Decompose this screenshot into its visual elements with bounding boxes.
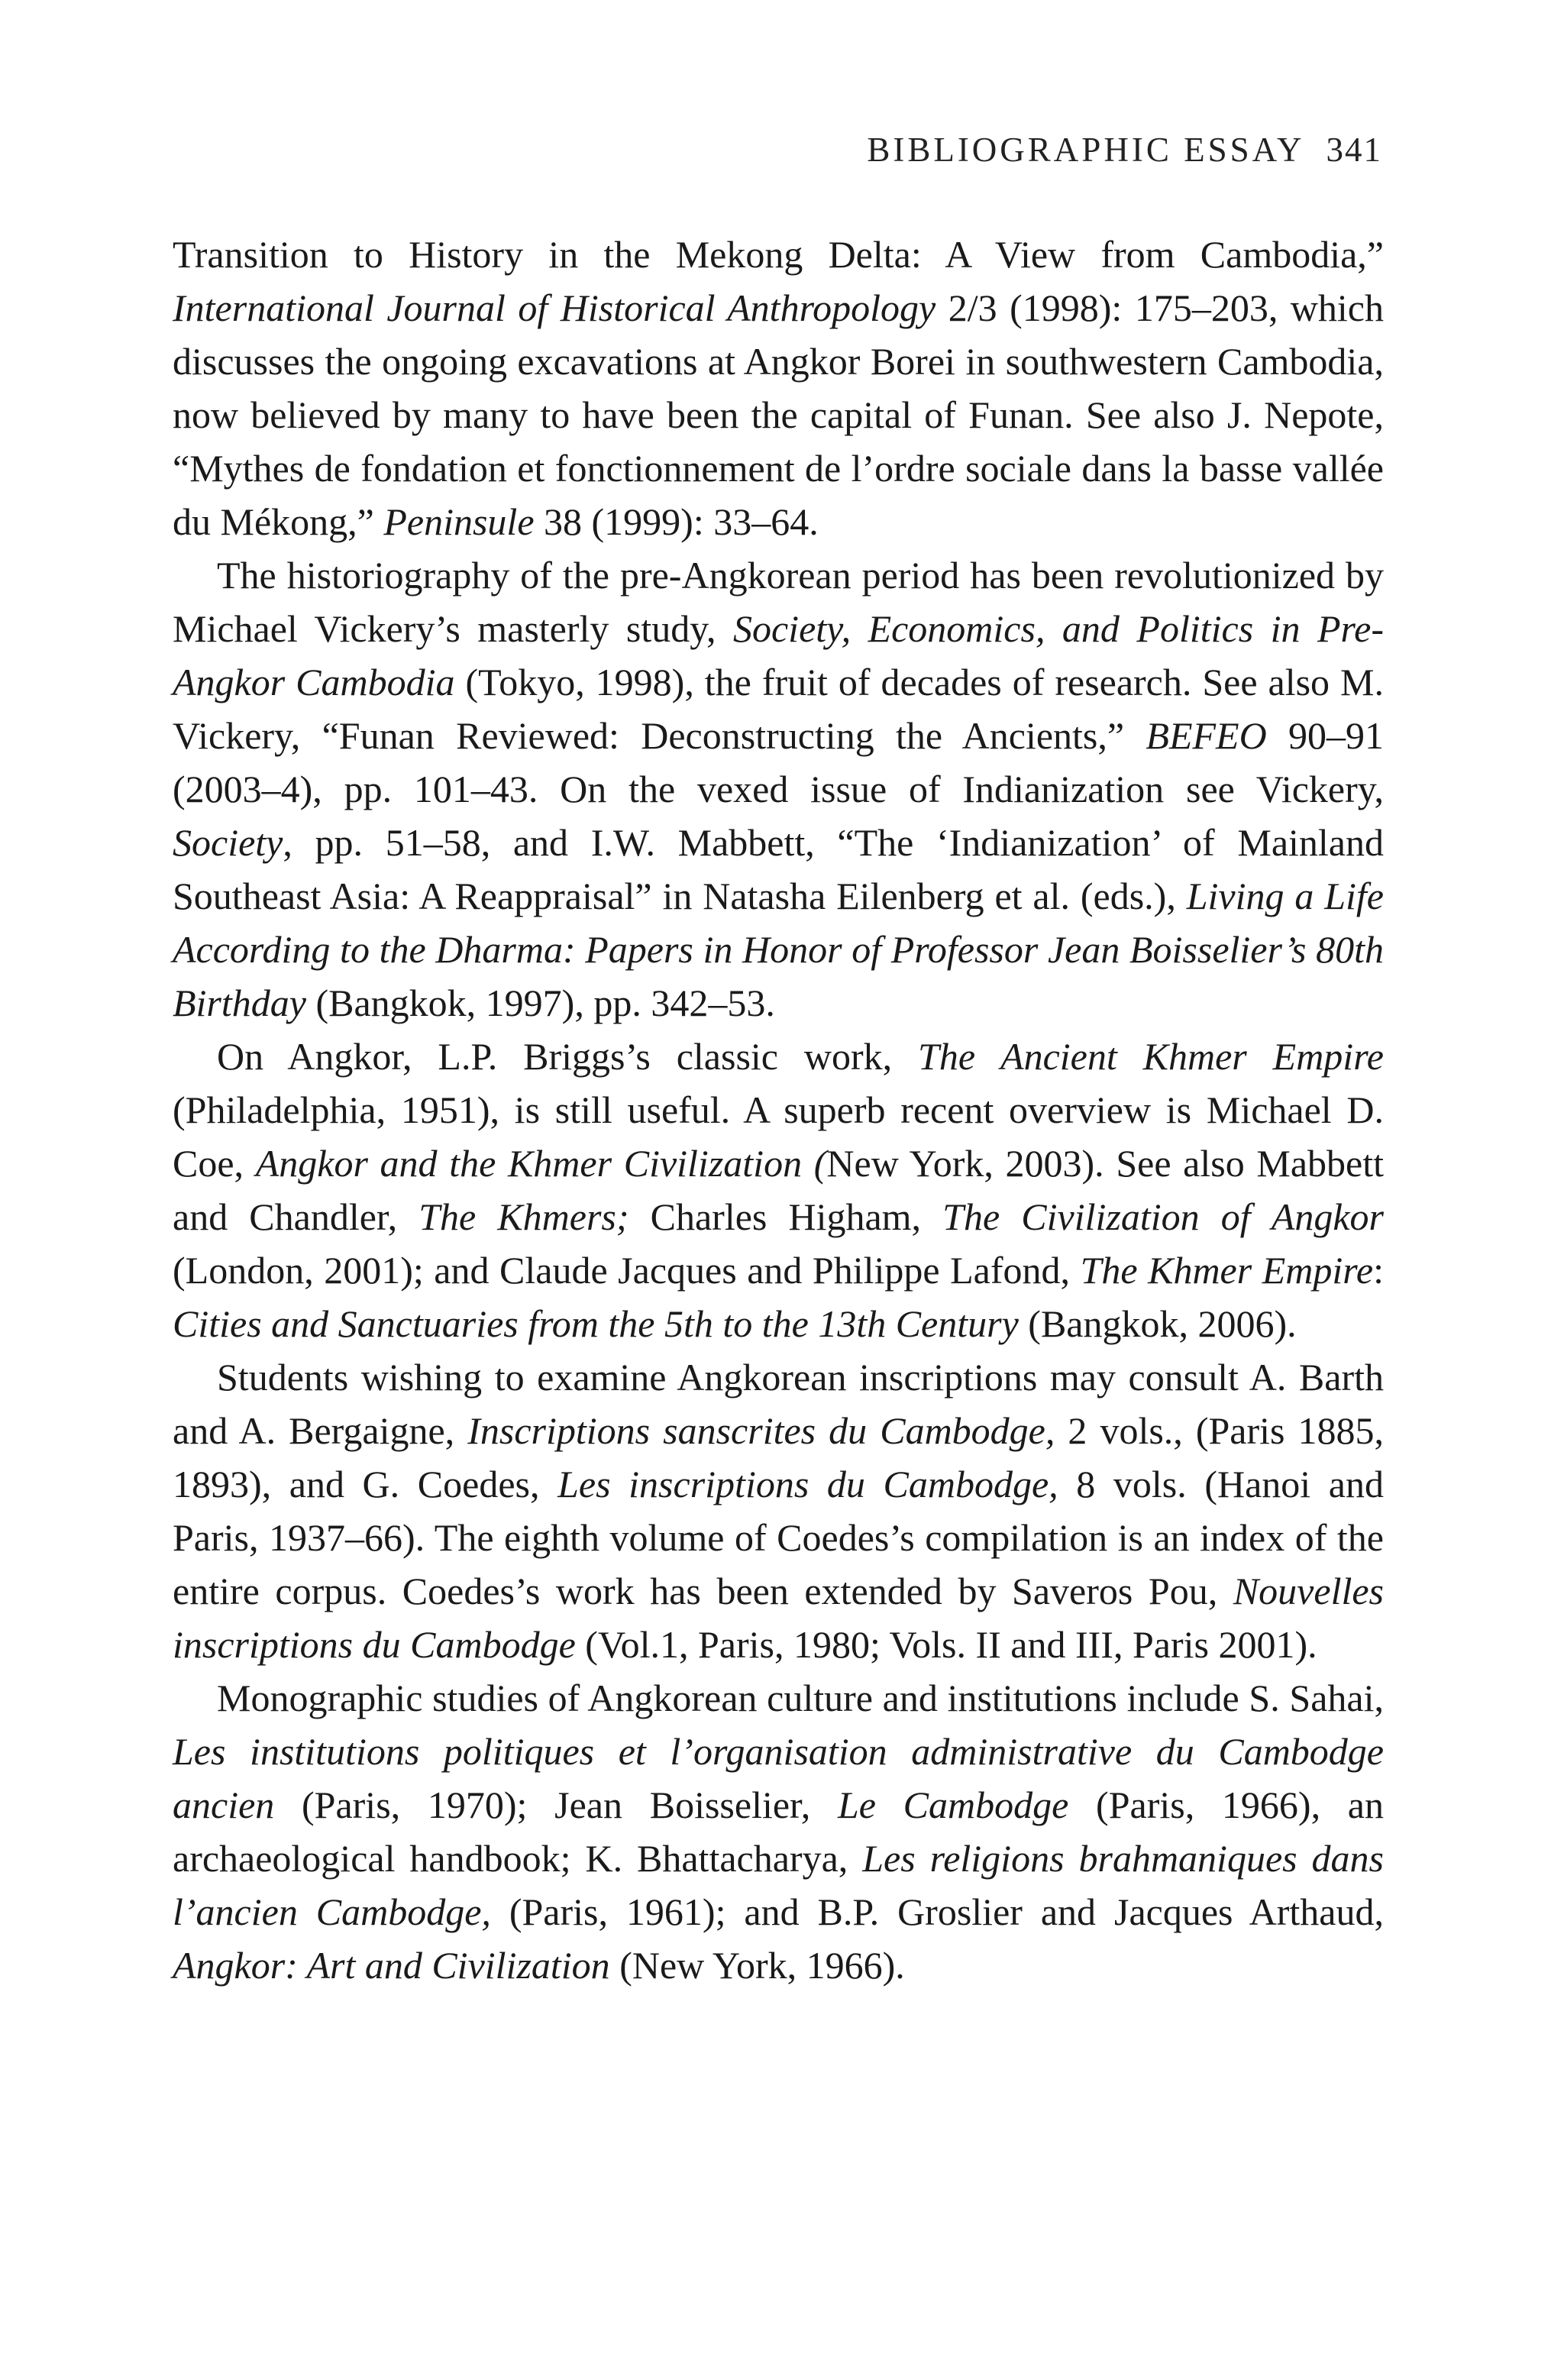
paragraph-monographs — [173, 1671, 1384, 1992]
book-title: Living a Life According to the Dharma: Papers in Honor of Professor Jean Boisselier’s 80th Birthday — [173, 875, 1384, 1024]
text-run: (Paris, 1966), an archaeological handbook; K. Bhattacharya, — [173, 1783, 1385, 1880]
book-title: Les inscriptions du Cambodge, — [557, 1463, 1058, 1505]
paragraph-angkor — [173, 1030, 1384, 1350]
journal-title: Peninsule — [383, 500, 535, 543]
book-title: Society, Economics, and Politics in Pre-Angkor Cambodia — [173, 607, 1384, 703]
text-run: (Bangkok, 1997), pp. 342–53. — [305, 981, 775, 1024]
text-run: Monographic studies of Angkorean culture and institutions include S. Sahai, — [217, 1677, 1384, 1719]
book-title: The Ancient Khmer Empire — [918, 1035, 1384, 1078]
text-run: (London, 2001); and Claude Jacques and Philippe Lafond, — [173, 1249, 1081, 1292]
text-run: Transition to History in the Mekong Delta: A View from Cambodia,” — [173, 233, 1384, 276]
text-run: 90–91 (2003–4), pp. 101–43. On the vexed issue of Indianization see Vickery, — [173, 714, 1384, 810]
book-title: Les religions brahmaniques dans l’ancien Cambodge, — [173, 1837, 1384, 1933]
text-run: (New York, 1966). — [609, 1944, 905, 1987]
book-title: Le Cambodge — [837, 1783, 1069, 1826]
text-run: (Vol.1, Paris, 1980; Vols. II and III, Paris 2001). — [575, 1623, 1317, 1666]
text-run: (Paris, 1970); Jean Boisselier, — [274, 1783, 838, 1826]
journal-title: BEFEO — [1146, 714, 1267, 757]
running-title: BIBLIOGRAPHIC ESSAY — [867, 131, 1305, 169]
text-run: On Angkor, L.P. Briggs’s classic work, — [217, 1035, 919, 1078]
text-run: : — [1373, 1249, 1384, 1292]
text-run: , pp. 51–58, and I.W. Mabbett, “The ‘Indianization’ of Mainland Southeast Asia: A Reappraisal” in Natasha Eilenberg et al. (eds.), — [173, 821, 1384, 917]
book-title: Society — [173, 821, 283, 864]
text-run: The historiography of the pre-Angkorean period has been revolutionized by Michael Vickery’s masterly study, — [173, 554, 1384, 650]
book-title: Inscriptions sanscrites du Cambodge, — [467, 1409, 1055, 1452]
body-text — [173, 228, 1384, 1992]
running-head — [867, 130, 1382, 170]
text-run: Students wishing to examine Angkorean inscriptions may consult A. Barth and A. Bergaigne, — [173, 1356, 1384, 1452]
book-title: The Khmer Empire — [1080, 1249, 1374, 1292]
text-run: 2 vols., (Paris 1885, 1893), and G. Coedes, — [173, 1409, 1385, 1505]
book-title: Nouvelles inscriptions du Cambodge — [173, 1570, 1384, 1666]
text-run: Charles Higham, — [629, 1195, 943, 1238]
paragraph-funan-continued — [173, 228, 1384, 548]
text-run: New York, 2003). See also Mabbett and Chandler, — [173, 1142, 1384, 1238]
journal-title: International Journal of Historical Anthropology — [173, 286, 936, 329]
book-title: The Khmers; — [418, 1195, 629, 1238]
book-title: The Civilization of Angkor — [942, 1195, 1385, 1238]
text-run: (Philadelphia, 1951), is still useful. A superb recent overview is Michael D. Coe, — [173, 1088, 1384, 1185]
book-title: Les institutions politiques et l’organisation administrative du Cambodge ancien — [173, 1730, 1384, 1826]
book-title: Angkor and the Khmer Civilization ( — [255, 1142, 827, 1185]
text-run: (Bangkok, 2006). — [1018, 1302, 1297, 1345]
text-run: (Paris, 1961); and B.P. Groslier and Jacques Arthaud, — [490, 1890, 1384, 1933]
text-run: 38 (1999): 33–64. — [534, 500, 819, 543]
page-number: 341 — [1326, 131, 1382, 169]
text-run: 2/3 (1998): 175–203, which discusses the ongoing excavations at Angkor Borei in southwestern Cambodia, now believed by many to have been the capital of Funan. See also J. Nepote, “Mythes de fondation et fonctionnement de l’ordre sociale dans la basse vallée du Mékong,” — [173, 286, 1384, 543]
paragraph-inscriptions — [173, 1350, 1384, 1671]
paragraph-pre-angkorean — [173, 548, 1384, 1030]
text-run: 8 vols. (Hanoi and Paris, 1937–66). The eighth volume of Coedes’s compilation is an index of the entire corpus. Coedes’s work has been extended by Saveros Pou, — [173, 1463, 1384, 1612]
book-subtitle: Cities and Sanctuaries from the 5th to the 13th Century — [173, 1302, 1019, 1345]
text-run: (Tokyo, 1998), the fruit of decades of research. See also M. Vickery, “Funan Reviewed: Deconstructing the Ancients,” — [173, 661, 1384, 757]
book-title: Angkor: Art and Civilization — [173, 1944, 610, 1987]
